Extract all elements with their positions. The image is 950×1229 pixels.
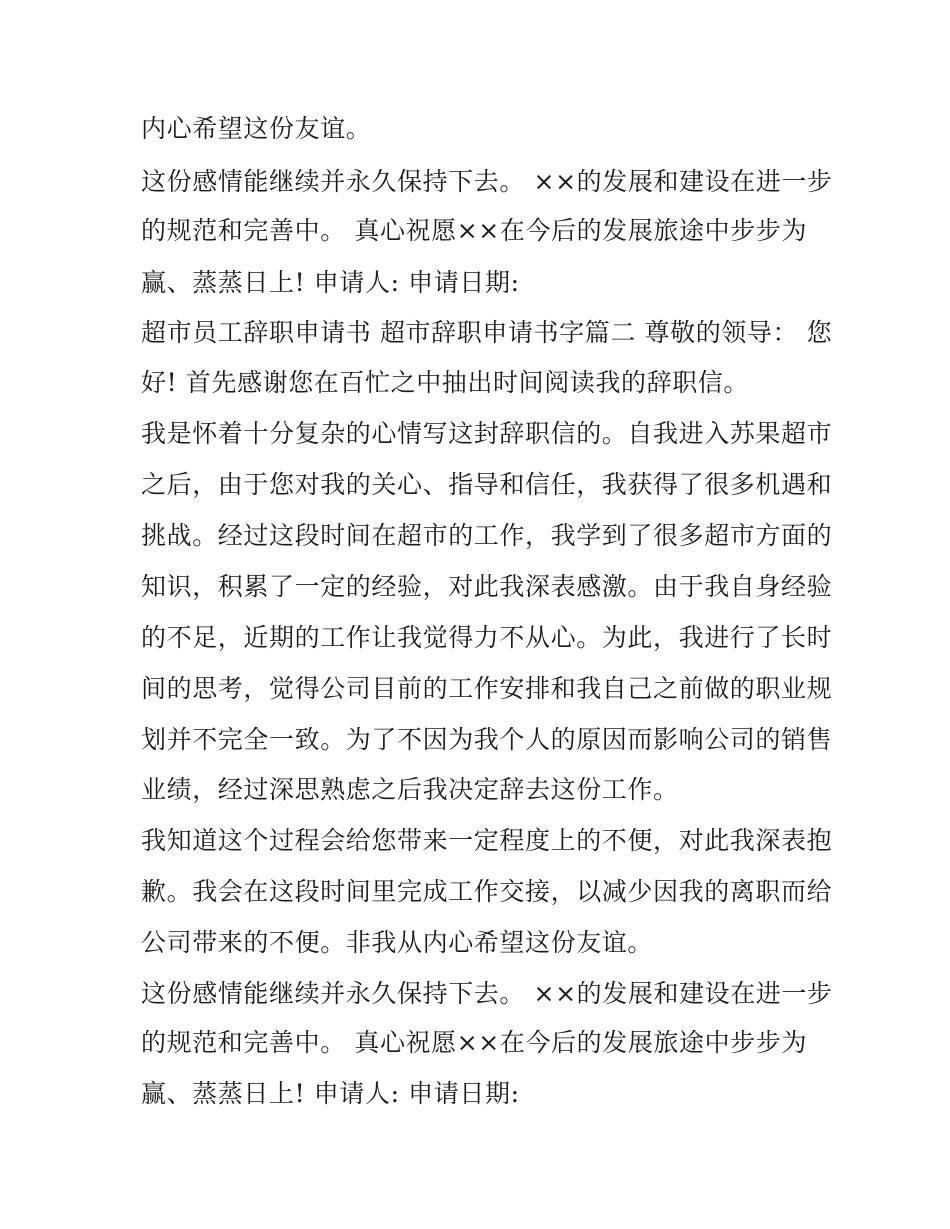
text-line: 业绩，经过深思熟虑之后我决定辞去这份工作。 [141,775,679,804]
text-line: 超市员工辞职申请书 超市辞职申请书字篇二 尊敬的领导： 您 [141,318,833,347]
text-line: 公司带来的不便。非我从内心希望这份友谊。 [141,928,654,957]
text-line: 间的思考，觉得公司目前的工作安排和我自己之前做的职业规 [141,674,833,703]
text-line: 划并不完全一致。为了不因为我个人的原因而影响公司的销售 [141,725,833,754]
text-line: 的不足，近期的工作让我觉得力不从心。为此，我进行了长时 [141,623,833,652]
text-line: 知识，积累了一定的经验，对此我深表感激。由于我自身经验 [141,572,833,601]
text-line: 的规范和完善中。 真心祝愿××在今后的发展旅途中步步为 [141,1028,808,1057]
text-line: 的规范和完善中。 真心祝愿××在今后的发展旅途中步步为 [141,216,808,245]
text-line: 我是怀着十分复杂的心情写这封辞职信的。自我进入苏果超市 [141,419,833,448]
text-line: 这份感情能继续并永久保持下去。 ××的发展和建设在进一步 [141,167,833,196]
text-line: 挑战。经过这段时间在超市的工作，我学到了很多超市方面的 [141,521,833,550]
text-line: 我知道这个过程会给您带来一定程度上的不便，对此我深表抱 [141,826,833,855]
text-line: 赢、蒸蒸日上! 申请人: 申请日期: [141,1079,520,1108]
text-line: 好! 首先感谢您在百忙之中抽出时间阅读我的辞职信。 [141,368,749,397]
text-line: 赢、蒸蒸日上! 申请人: 申请日期: [141,268,520,297]
text-line: 之后，由于您对我的关心、指导和信任，我获得了很多机遇和 [141,470,833,499]
text-line: 歉。我会在这段时间里完成工作交接，以减少因我的离职而给 [141,877,833,906]
text-line: 内心希望这份友谊。 [141,114,372,143]
text-line: 这份感情能继续并永久保持下去。 ××的发展和建设在进一步 [141,979,833,1008]
